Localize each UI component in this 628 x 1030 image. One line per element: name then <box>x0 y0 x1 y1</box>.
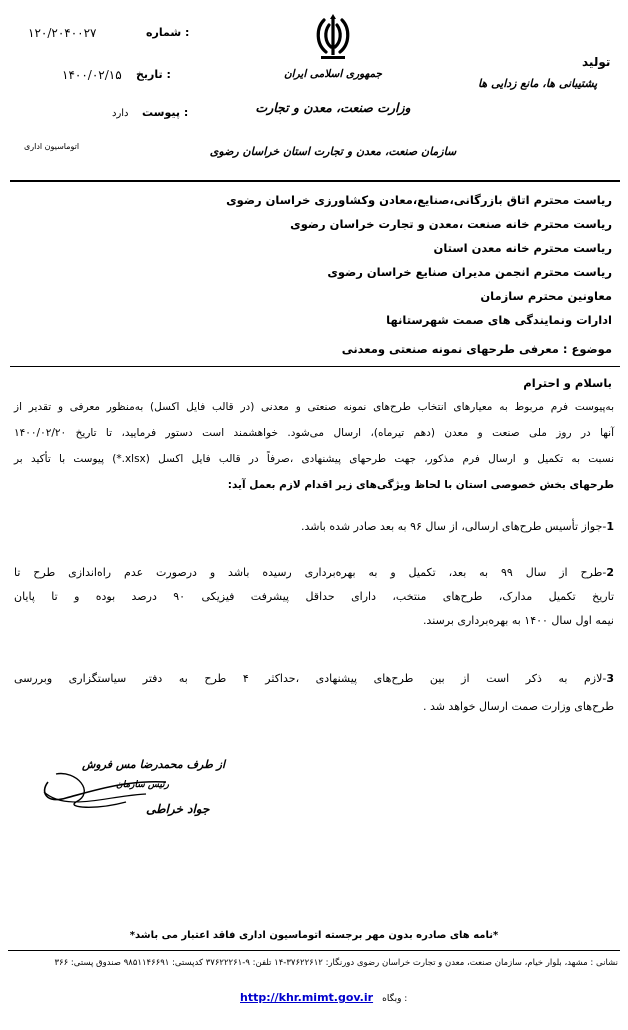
item-text: -جواز تأسیس طرح‌های ارسالی، از سال ۹۶ به بعد صادر شده باشد. <box>300 520 607 533</box>
intro-line: نسبت به تکمیل و ارسال فرم مذکور، جهت طرحهای پیشنهادی ،صرفاً در قالب فایل اکسل (xlsx.*) پیوست با تأکید بر <box>14 453 614 465</box>
item-3 <box>14 668 614 718</box>
item-text: تاریخ تکمیل مدارک، طرح‌های منتخب، دارای حداقل پیشرفت فیزیکی ۹۰ درصد بوده و تا پایان <box>14 590 615 603</box>
republic-title: جمهوری اسلامی ایران <box>283 68 383 80</box>
attachment-row <box>112 106 202 119</box>
item-number: 2 <box>606 566 614 579</box>
attachment-label: پیوست : <box>142 106 189 119</box>
intro-line: به‌پیوست فرم مربوط به معیارهای انتخاب طرح‌های نمونه صنعتی و معدنی (در قالب فایل اکسل) به‌منظور معرفی و تقدیر از <box>14 401 614 413</box>
recipient-line: معاونین محترم سازمان <box>480 289 612 303</box>
website-label: وبگاه : <box>382 994 408 1004</box>
item-text: -لازم به ذکر است از بین طرح‌های پیشنهادی ،حداکثر ۴ طرح به دفتر سیاستگزاری وبررسی <box>14 672 607 685</box>
letter-number-value: ۱۲۰/۲۰۴۰۰۲۷ <box>28 26 97 40</box>
letter-date-row <box>62 68 193 82</box>
signature-line-3: جواد خراطی <box>146 802 210 816</box>
iran-emblem <box>313 14 353 62</box>
slogan-box <box>478 55 628 95</box>
emblem-icon <box>313 14 353 62</box>
ministry-title: وزارت صنعت، معدن و تجارت <box>255 100 411 115</box>
footer-notice: *نامه های صادره بدون مهر برجسته اتوماسیون اداری فاقد اعتبار می باشد* <box>129 930 499 941</box>
letter-number-row <box>28 26 193 40</box>
slogan-line-1: تولید <box>582 55 611 69</box>
subject-divider <box>10 366 620 367</box>
recipients-block <box>212 188 612 362</box>
item-1 <box>30 516 614 538</box>
item-text: طرح‌های وزارت صمت ارسال خواهد شد . <box>422 700 614 713</box>
item-number: 1 <box>606 520 614 533</box>
subject-line: موضوع : معرفی طرحهای نمونه صنعتی ومعدنی <box>341 342 612 356</box>
footer-address: نشانی : مشهد، بلوار خیام، سازمان صنعت، معدن و تجارت خراسان رضوی دورنگار: ۳۷۶۲۲۶۱۲-۱۴ تلفن: ۹-۳۷۶۲۲۲۶۱ کدپستی: ۹۸۵۱۱۴۶۶۹۱ صندوق پستی: ۳۶۶ <box>54 958 618 968</box>
attachment-value: دارد <box>112 108 129 119</box>
website-link[interactable]: http://khr.mimt.gov.ir <box>240 991 374 1004</box>
item-text: نیمه اول سال ۱۴۰۰ به بهره‌برداری برسند. <box>422 614 614 627</box>
greeting: باسلام و احترام <box>523 376 612 390</box>
footer-divider <box>8 950 620 951</box>
footer-website-row <box>240 986 407 1005</box>
intro-line-emphasis: طرحهای بخش خصوصی استان با لحاظ ویژگی‌های زیر اقدام لازم بعمل آید: <box>227 479 614 491</box>
header-divider <box>10 180 620 182</box>
letter-date-label: تاریخ : <box>136 68 171 81</box>
letter-number-label: شماره : <box>146 26 190 39</box>
recipient-line: ریاست محترم خانه صنعت ،معدن و تجارت خراسان رضوی <box>290 217 612 231</box>
signature-block <box>36 752 236 832</box>
intro-line: آنها در روز ملی صنعت و معدن (دهم تیرماه)، ارسال می‌شود. خواهشمند است دستور فرمایید، تا تاریخ ۱۴۰۰/۰۲/۲۰ <box>14 427 614 439</box>
slogan-line-2: پشتیبانی ها، مانع زدایی ها <box>478 77 598 90</box>
signature-line-2: رئیس سازمان <box>116 780 169 790</box>
item-number: 3 <box>606 672 614 685</box>
letter-date-value: ۱۴۰۰/۰۲/۱۵ <box>62 68 122 82</box>
automation-note: اتوماسیون اداری <box>24 142 80 151</box>
item-text: -طرح از سال ۹۹ به بعد، تکمیل و به بهره‌برداری رسیده باشد و درصورت عدم راه‌اندازی طرح تا <box>14 566 607 579</box>
item-2 <box>14 562 614 632</box>
organization-title: سازمان صنعت، معدن و تجارت استان خراسان رضوی <box>209 145 457 158</box>
recipient-line: ادارات ونمایندگی های صمت شهرستانها <box>386 313 612 327</box>
signature-line-1: از طرف محمدرضا مس فروش <box>82 758 226 771</box>
recipient-line: ریاست محترم انجمن مدیران صنایع خراسان رضوی <box>327 265 612 279</box>
recipient-line: ریاست محترم خانه معدن استان <box>433 241 612 255</box>
recipient-line: ریاست محترم اتاق بازرگانی،صنایع،معادن وکشاورزی خراسان رضوی <box>226 193 612 207</box>
intro-paragraph <box>14 396 614 496</box>
